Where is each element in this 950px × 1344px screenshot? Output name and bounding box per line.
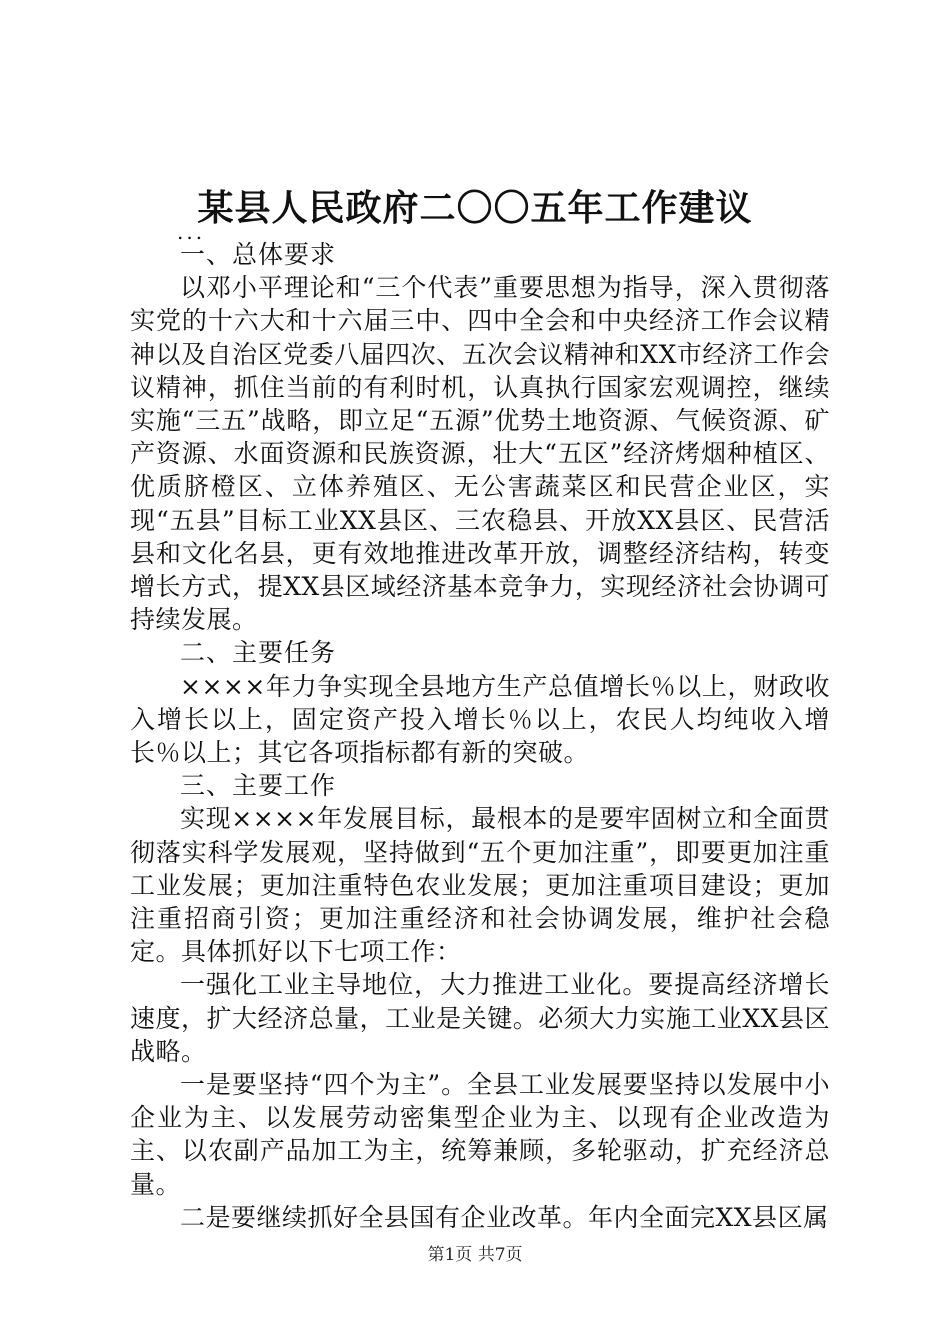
page-footer: 第1页 共7页 [427,1245,523,1265]
section-heading-work: 三、主要工作 [180,771,337,801]
section-heading-overall: 一、总体要求 [180,240,337,269]
document-body [130,238,830,1234]
ellipsis-marker: ... [177,220,206,244]
paragraph-industry: 一强化工业主导地位，大力推进工业化。要提高经济增长速度，扩大经济总量，工业是关键。必须大力实施工业XX县区战略。 [130,970,830,1066]
paragraph-soe-reform: 二是要继续抓好全县国有企业改革。年内全面完XX县区属 [180,1202,829,1232]
paragraph-main-work: 实现××××年发展目标，最根本的是要牢固树立和全面贯彻落实科学发展观，坚持做到“五个更加注重”，即要更加注重工业发展；更加注重特色农业发展；更加注重项目建设；更加注重招商引资；更加注重经济和社会协调发展，维护社会稳定。具体抓好以下七项工作： [130,804,830,967]
paragraph-four-mains: 一是要坚持“四个为主”。全县工业发展要坚持以发展中小企业为主、以发展劳动密集型企业为主、以现有企业改造为主、以农副产品加工为主，统筹兼顾，多轮驱动，扩充经济总量。 [130,1070,830,1199]
paragraph-main-tasks: ××××年力争实现全县地方生产总值增长％以上，财政收入增长以上，固定资产投入增长％以上，农民人均纯收入增长％以上；其它各项指标都有新的突破。 [130,671,830,768]
section-heading-tasks: 二、主要任务 [180,638,337,668]
paragraph-overall-requirements: 以邓小平理论和“三个代表”重要思想为指导，深入贯彻落实党的十六大和十六届三中、四中全会和中央经济工作会议精神以及自治区党委八届四次、五次会议精神和XX市经济工作会议精神，抓住当前的有利时机，认真执行国家宏观调控，继续实施“三五”战略，即立足“五源”优势土地资源、气候资源、矿产资源、水面资源和民族资源，壮大“五区”经济烤烟种植区、优质脐橙区、立体养殖区、无公害蔬菜区和民营企业区，实现“五县”目标工业XX县区、三农稳县、开放XX县区、民营活县和文化名县，更有效地推进改革开放，调整经济结构，转变增长方式，提XX县区域经济基本竞争力，实现经济社会协调可持续发展。 [130,273,830,635]
document-title: 某县人民政府二〇〇五年工作建议 [197,187,753,229]
